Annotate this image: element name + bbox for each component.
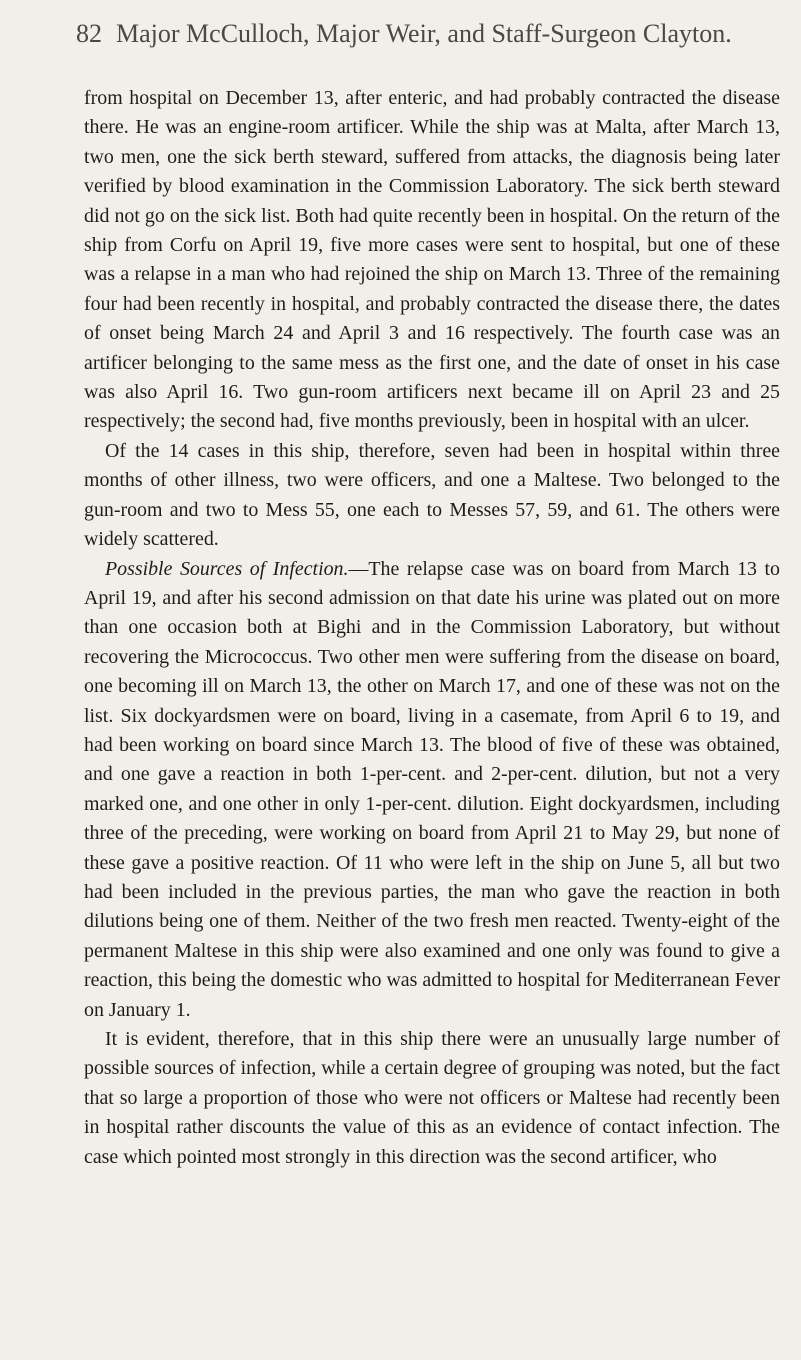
section-heading-possible-sources: Possible Sources of Infection. [105,557,349,580]
paragraph-sources-of-infection [84,555,780,1026]
paragraph-continued: from hospital on December 13, after enteric, and had probably contracted the disease there. He was an engine-room artificer. While the ship was at Malta, after March 13, two men, one the sick berth steward, suffered from attacks, the diagnosis being later verified by blood examination in the Commission Laboratory. The sick berth steward did not go on the sick list. Both had quite recently been in hospital. On the return of the ship from Corfu on April 19, five more cases were sent to hospital, but one of these was a relapse in a man who had rejoined the ship on March 13. Three of the remaining four had been recently in hospital, and probably contracted the disease there, the dates of onset being March 24 and April 3 and 16 respectively. The fourth case was an artificer belonging to the same mess as the first one, and the date of onset in his case was also April 16. Two gun-room artificers next became ill on April 23 and 25 respectively; the second had, five months previously, been in hospital with an ulcer. [84,87,780,433]
page-number: 82 [76,19,102,48]
paragraph-cases-summary: Of the 14 cases in this ship, therefore, seven had been in hospital within three months of other illness, two were officers, and one a Maltese. Two belonged to the gun-room and two to Mess 55, one each to Messes 57, 59, and 61. The others were widely scattered. [84,439,780,551]
running-title: Major McCulloch, Major Weir, and Staff-Surgeon Clayton. [116,19,732,48]
body-text [84,84,780,1172]
paragraph-sources-text: —The relapse case was on board from March 13 to April 19, and after his second admission on that date his urine was plated out on more than one occasion both at Bighi and in the Commission Laboratory, but without recovering the Micrococcus. Two other men were suffering from the disease on board, one becoming ill on March 13, the other on March 17, and one of these was not on the list. Six dockyardsmen were on board, living in a casemate, from April 6 to 19, and had been working on board since March 13. The blood of five of these was obtained, and one gave a reaction in both 1-per-cent. and 2-per-cent. dilution, but not a very marked one, and one other in only 1-per-cent. dilution. Eight dockyardsmen, including three of the preceding, were working on board from April 21 to May 29, but none of these gave a positive reaction. Of 11 who were left in the ship on June 5, all but two had been included in the previous parties, the man who gave the reaction in both dilutions being one of them. Neither of the two fresh men reacted. Twenty-eight of the permanent Maltese in this ship were also examined and one only was found to give a reaction, this being the domestic who was admitted to hospital for Mediterranean Fever on January 1. [84,557,780,1021]
paragraph-conclusion: It is evident, therefore, that in this ship there were an unusually large number of possible sources of infection, while a certain degree of grouping was noted, but the fact that so large a proportion of those who were not officers or Maltese had recently been in hospital rather discounts the value of this as an evidence of contact infection. The case which pointed most strongly in this direction was the second artificer, who [84,1028,780,1168]
running-header [76,14,796,54]
